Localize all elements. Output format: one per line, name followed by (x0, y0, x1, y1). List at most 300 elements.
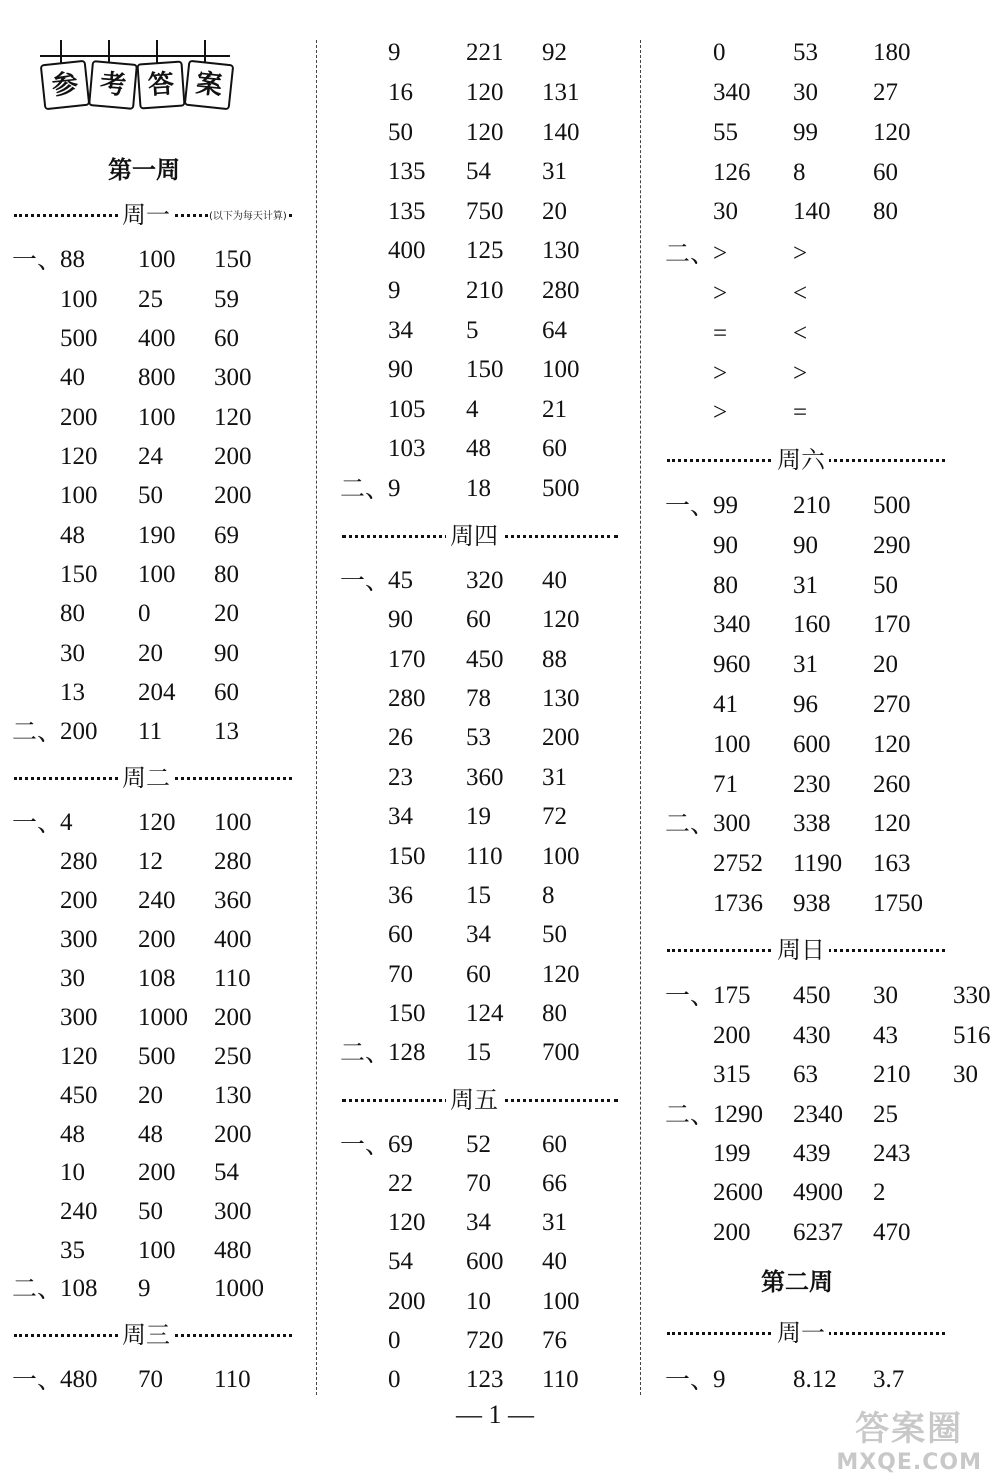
answer-row (330, 915, 630, 955)
answer-value: > (793, 360, 808, 387)
answer-row (330, 758, 630, 798)
answer-row (655, 274, 1000, 314)
question-number: 二、 (665, 239, 716, 268)
answer-value: > (713, 280, 728, 307)
answer-value: 15 (466, 882, 491, 909)
answer-row (330, 33, 630, 73)
day-label: 周一 (118, 195, 174, 235)
answer-value: 30 (953, 1061, 978, 1088)
day-header (667, 440, 945, 480)
answer-row (0, 842, 310, 882)
answer-row (330, 113, 630, 153)
answer-value: 80 (214, 561, 239, 588)
answer-value: 30 (713, 198, 738, 225)
answer-row (655, 526, 1000, 566)
answer-value: 72 (542, 803, 567, 830)
answer-value: 26 (388, 724, 413, 751)
answer-row (655, 113, 1000, 153)
question-number: 二、 (12, 1274, 63, 1303)
answer-value: 50 (388, 119, 413, 146)
answer-value: 80 (713, 572, 738, 599)
answer-value: 516 (953, 1022, 991, 1049)
answer-value: 170 (388, 646, 426, 673)
answer-value: < (793, 280, 808, 307)
day-header (342, 1080, 618, 1120)
answer-value: 204 (138, 679, 176, 706)
answer-value: 280 (214, 848, 252, 875)
answer-value: 430 (793, 1022, 831, 1049)
answer-value: 450 (793, 982, 831, 1009)
answer-value: 69 (214, 522, 239, 549)
answer-value: 120 (214, 404, 252, 431)
answer-value: 40 (542, 567, 567, 594)
title-char: 考 (88, 60, 138, 110)
answer-value: 48 (138, 1121, 163, 1148)
answer-value: 5 (466, 317, 479, 344)
answer-value: 80 (60, 600, 85, 627)
answer-row (655, 844, 1000, 884)
answer-value: 20 (542, 198, 567, 225)
question-number: 一、 (340, 566, 391, 595)
answer-value: 30 (793, 79, 818, 106)
question-number: 二、 (665, 809, 716, 838)
question-number: 二、 (340, 474, 391, 503)
answer-value: 600 (793, 731, 831, 758)
answer-value: 135 (388, 158, 426, 185)
answer-value: 53 (466, 724, 491, 751)
answer-value: 120 (388, 1209, 426, 1236)
answer-value: 9 (388, 277, 401, 304)
answer-value: 200 (713, 1022, 751, 1049)
answer-row (330, 1125, 630, 1165)
answer-value: > (713, 399, 728, 426)
answer-value: 80 (542, 1000, 567, 1027)
answer-value: 960 (713, 651, 751, 678)
answer-row (330, 561, 630, 601)
answer-value: 470 (873, 1219, 911, 1246)
answer-value: 43 (873, 1022, 898, 1049)
answer-value: = (713, 320, 728, 347)
answer-value: 163 (873, 850, 911, 877)
answer-value: 100 (138, 404, 176, 431)
answer-row (330, 311, 630, 351)
answer-row (0, 998, 310, 1038)
question-number: 一、 (12, 245, 63, 274)
answer-value: 938 (793, 890, 831, 917)
answer-value: 76 (542, 1327, 567, 1354)
answer-row (0, 673, 310, 713)
answer-value: 126 (713, 159, 751, 186)
answer-value: 8.12 (793, 1366, 837, 1393)
question-number: 二、 (340, 1038, 391, 1067)
answer-value: 1190 (793, 850, 843, 877)
answer-value: 48 (466, 435, 491, 462)
answer-value: 71 (713, 771, 738, 798)
answer-value: 22 (388, 1170, 413, 1197)
watermark-line-2: MXQE.COM (836, 1450, 982, 1475)
answer-row (0, 1192, 310, 1232)
day-label: 周三 (118, 1315, 174, 1355)
answer-value: 360 (466, 764, 504, 791)
answer-row (330, 876, 630, 916)
answer-value: 200 (214, 1004, 252, 1031)
question-number: 一、 (665, 491, 716, 520)
answer-row (0, 1037, 310, 1077)
answer-value: 66 (542, 1170, 567, 1197)
question-number: 二、 (665, 1100, 716, 1129)
answer-row (0, 437, 310, 477)
day-label: 周五 (446, 1080, 502, 1120)
answer-row (0, 1153, 310, 1193)
answer-value: 100 (138, 1237, 176, 1264)
answer-value: 110 (466, 843, 503, 870)
answer-value: 200 (214, 1121, 252, 1148)
answer-value: 78 (466, 685, 491, 712)
answer-value: 31 (542, 158, 567, 185)
answer-row (330, 390, 630, 430)
answer-value: 40 (60, 364, 85, 391)
answer-value: 150 (214, 246, 252, 273)
question-number: 一、 (665, 981, 716, 1010)
answer-row (655, 765, 1000, 805)
answer-value: 124 (466, 1000, 504, 1027)
question-number: 一、 (340, 1130, 391, 1159)
answer-value: 100 (60, 286, 98, 313)
answer-row (0, 516, 310, 556)
answer-value: 59 (214, 286, 239, 313)
answer-value: 96 (793, 691, 818, 718)
answer-value: 50 (542, 921, 567, 948)
answer-row (0, 1360, 310, 1400)
answer-value: 170 (873, 611, 911, 638)
answer-value: 0 (138, 600, 151, 627)
answer-value: 221 (466, 39, 504, 66)
answer-value: 0 (388, 1327, 401, 1354)
answer-row (655, 354, 1000, 394)
answer-value: 13 (214, 718, 239, 745)
answer-value: 280 (388, 685, 426, 712)
answer-value: 100 (542, 1288, 580, 1315)
answer-value: 99 (793, 119, 818, 146)
answer-value: 120 (60, 1043, 98, 1070)
day-label: 周日 (773, 930, 829, 970)
answer-value: 16 (388, 79, 413, 106)
answer-value: 250 (214, 1043, 252, 1070)
answer-value: 100 (542, 356, 580, 383)
answer-value: 60 (542, 435, 567, 462)
answer-value: 200 (713, 1219, 751, 1246)
title-char: 答 (136, 60, 185, 109)
answer-value: 800 (138, 364, 176, 391)
answer-value: 131 (542, 79, 580, 106)
answer-value: 40 (542, 1248, 567, 1275)
answer-value: 30 (60, 640, 85, 667)
answer-row (655, 1095, 1000, 1135)
answer-row (655, 685, 1000, 725)
answer-row (655, 486, 1000, 526)
answer-value: 500 (873, 492, 911, 519)
answer-value: 2 (873, 1179, 886, 1206)
answer-value: 9 (138, 1275, 151, 1302)
answer-value: 120 (138, 809, 176, 836)
answer-row (330, 600, 630, 640)
answer-value: 330 (953, 982, 991, 1009)
answer-row (330, 1321, 630, 1361)
answer-row (655, 1360, 1000, 1400)
day-label: 周一 (773, 1313, 829, 1353)
day-header (14, 1315, 292, 1355)
answer-column-2 (330, 0, 630, 1483)
answer-value: 150 (388, 1000, 426, 1027)
answer-value: 34 (466, 1209, 491, 1236)
answer-value: 439 (793, 1140, 831, 1167)
question-number: 二、 (12, 717, 63, 746)
answer-row (330, 994, 630, 1034)
answer-value: 120 (542, 606, 580, 633)
answer-value: 70 (138, 1366, 163, 1393)
answer-value: 60 (542, 1131, 567, 1158)
answer-value: 100 (138, 561, 176, 588)
answer-value: 90 (713, 532, 738, 559)
answer-value: 2340 (793, 1101, 843, 1128)
answer-value: 260 (873, 771, 911, 798)
answer-row (655, 645, 1000, 685)
answer-value: 20 (138, 1082, 163, 1109)
answer-row (655, 1213, 1000, 1253)
page-number: — 1 — (456, 1400, 534, 1429)
answer-column-1 (0, 0, 310, 1483)
answer-row (330, 797, 630, 837)
answer-row (655, 73, 1000, 113)
answer-value: 340 (713, 611, 751, 638)
week-heading: 第一周 (108, 156, 180, 184)
answer-value: 400 (388, 237, 426, 264)
answer-row (655, 884, 1000, 924)
answer-row (0, 712, 310, 752)
answer-value: 128 (388, 1039, 426, 1066)
answer-value: 9 (388, 475, 401, 502)
answer-value: 200 (60, 887, 98, 914)
answer-row (330, 350, 630, 390)
answer-value: 200 (60, 404, 98, 431)
answer-value: 280 (60, 848, 98, 875)
answer-value: 130 (542, 685, 580, 712)
answer-row (330, 640, 630, 680)
answer-value: 130 (542, 237, 580, 264)
answer-row (655, 192, 1000, 232)
answer-value: 30 (60, 965, 85, 992)
answer-value: 300 (60, 1004, 98, 1031)
answer-value: 69 (388, 1131, 413, 1158)
answer-value: 1000 (214, 1275, 264, 1302)
answer-value: 280 (542, 277, 580, 304)
answer-value: 108 (60, 1275, 98, 1302)
answer-value: 92 (542, 39, 567, 66)
answer-value: 500 (138, 1043, 176, 1070)
answer-value: 70 (466, 1170, 491, 1197)
answer-value: 31 (793, 572, 818, 599)
answer-value: 200 (138, 926, 176, 953)
answer-row (330, 837, 630, 877)
answer-value: 150 (388, 843, 426, 870)
answer-value: 15 (466, 1039, 491, 1066)
answer-value: 18 (466, 475, 491, 502)
answer-value: 108 (138, 965, 176, 992)
answer-value: 720 (466, 1327, 504, 1354)
answer-value: 450 (466, 646, 504, 673)
answer-value: 120 (60, 443, 98, 470)
answer-value: 48 (60, 522, 85, 549)
answer-value: 130 (214, 1082, 252, 1109)
answer-value: 24 (138, 443, 163, 470)
column-divider (316, 40, 317, 1395)
column-divider (640, 40, 641, 1395)
answer-value: 25 (138, 286, 163, 313)
answer-value: 315 (713, 1061, 751, 1088)
answer-row (330, 73, 630, 113)
question-number: 一、 (12, 808, 63, 837)
answer-row (0, 1269, 310, 1309)
answer-row (330, 469, 630, 509)
answer-value: 180 (873, 39, 911, 66)
answer-value: 4 (60, 809, 73, 836)
site-watermark (836, 1401, 982, 1475)
answer-value: 60 (466, 606, 491, 633)
answer-value: 240 (138, 887, 176, 914)
answer-row (655, 234, 1000, 274)
day-header (342, 516, 618, 556)
answer-row (655, 725, 1000, 765)
answer-value: 54 (214, 1159, 239, 1186)
day-header (14, 758, 292, 798)
answer-row (330, 1242, 630, 1282)
answer-value: 103 (388, 435, 426, 462)
answer-value: 9 (388, 39, 401, 66)
answer-value: 10 (60, 1159, 85, 1186)
answer-value: 31 (793, 651, 818, 678)
answer-value: 55 (713, 119, 738, 146)
answer-value: 90 (388, 606, 413, 633)
answer-value: 300 (214, 1198, 252, 1225)
answer-value: 120 (542, 961, 580, 988)
answer-value: 100 (713, 731, 751, 758)
answer-value: 50 (138, 1198, 163, 1225)
answer-value: 100 (542, 843, 580, 870)
answer-value: 80 (873, 198, 898, 225)
answer-value: 1000 (138, 1004, 188, 1031)
answer-value: 150 (60, 561, 98, 588)
answer-value: 31 (542, 764, 567, 791)
answer-row (0, 594, 310, 634)
answer-row (0, 959, 310, 999)
answer-value: 60 (466, 961, 491, 988)
title-char: 参 (40, 60, 91, 111)
answer-value: 27 (873, 79, 898, 106)
answer-value: 88 (542, 646, 567, 673)
day-header (667, 930, 945, 970)
answer-value: 200 (542, 724, 580, 751)
answer-row (330, 271, 630, 311)
week-heading: 第二周 (761, 1268, 833, 1296)
answer-value: 200 (60, 718, 98, 745)
answer-value: 34 (466, 921, 491, 948)
answer-value: 30 (873, 982, 898, 1009)
answer-row (0, 555, 310, 595)
answer-row (0, 398, 310, 438)
answer-value: 13 (60, 679, 85, 706)
answer-value: 480 (214, 1237, 252, 1264)
answer-value: 35 (60, 1237, 85, 1264)
answer-value: 400 (214, 926, 252, 953)
answer-value: 54 (388, 1248, 413, 1275)
answer-row (330, 1282, 630, 1322)
answer-value: 210 (873, 1061, 911, 1088)
answer-value: 338 (793, 810, 831, 837)
answer-value: 150 (466, 356, 504, 383)
question-number: 一、 (12, 1365, 63, 1394)
answer-value: 36 (388, 882, 413, 909)
answer-row (0, 280, 310, 320)
answer-value: 100 (214, 809, 252, 836)
answer-value: 120 (466, 79, 504, 106)
answer-row (0, 881, 310, 921)
answer-value: 10 (466, 1288, 491, 1315)
answer-value: 19 (466, 803, 491, 830)
answer-value: 400 (138, 325, 176, 352)
answer-row (330, 1164, 630, 1204)
answer-value: 45 (388, 567, 413, 594)
answer-value: 300 (713, 810, 751, 837)
answer-value: 20 (214, 600, 239, 627)
answer-value: 90 (388, 356, 413, 383)
answer-value: 31 (542, 1209, 567, 1236)
answer-value: < (793, 320, 808, 347)
answer-row (330, 1033, 630, 1073)
answer-value: 20 (138, 640, 163, 667)
answer-value: 90 (793, 532, 818, 559)
answer-value: 120 (873, 810, 911, 837)
answer-value: 110 (542, 1366, 579, 1393)
answer-value: 100 (60, 482, 98, 509)
answer-row (330, 1203, 630, 1243)
answer-value: 120 (466, 119, 504, 146)
answer-row (655, 976, 1000, 1016)
answer-row (655, 393, 1000, 433)
answer-value: 53 (793, 39, 818, 66)
answer-value: 160 (793, 611, 831, 638)
answer-row (0, 1076, 310, 1116)
answer-value: 52 (466, 1131, 491, 1158)
answer-value: 50 (138, 482, 163, 509)
answer-value: 70 (388, 961, 413, 988)
watermark-line-1: 答案圈 (855, 1409, 964, 1449)
answer-value: 600 (466, 1248, 504, 1275)
answer-value: 25 (873, 1101, 898, 1128)
answer-value: 270 (873, 691, 911, 718)
day-label: 周六 (773, 440, 829, 480)
answer-row (655, 1173, 1000, 1213)
answer-value: 175 (713, 982, 751, 1009)
answer-value: 60 (388, 921, 413, 948)
answer-column-3 (655, 0, 1000, 1483)
answer-value: 230 (793, 771, 831, 798)
answer-value: 450 (60, 1082, 98, 1109)
answer-value: 9 (713, 1366, 726, 1393)
answer-row (655, 566, 1000, 606)
answer-value: 1736 (713, 890, 763, 917)
answer-value: 110 (214, 1366, 251, 1393)
answer-row (655, 33, 1000, 73)
